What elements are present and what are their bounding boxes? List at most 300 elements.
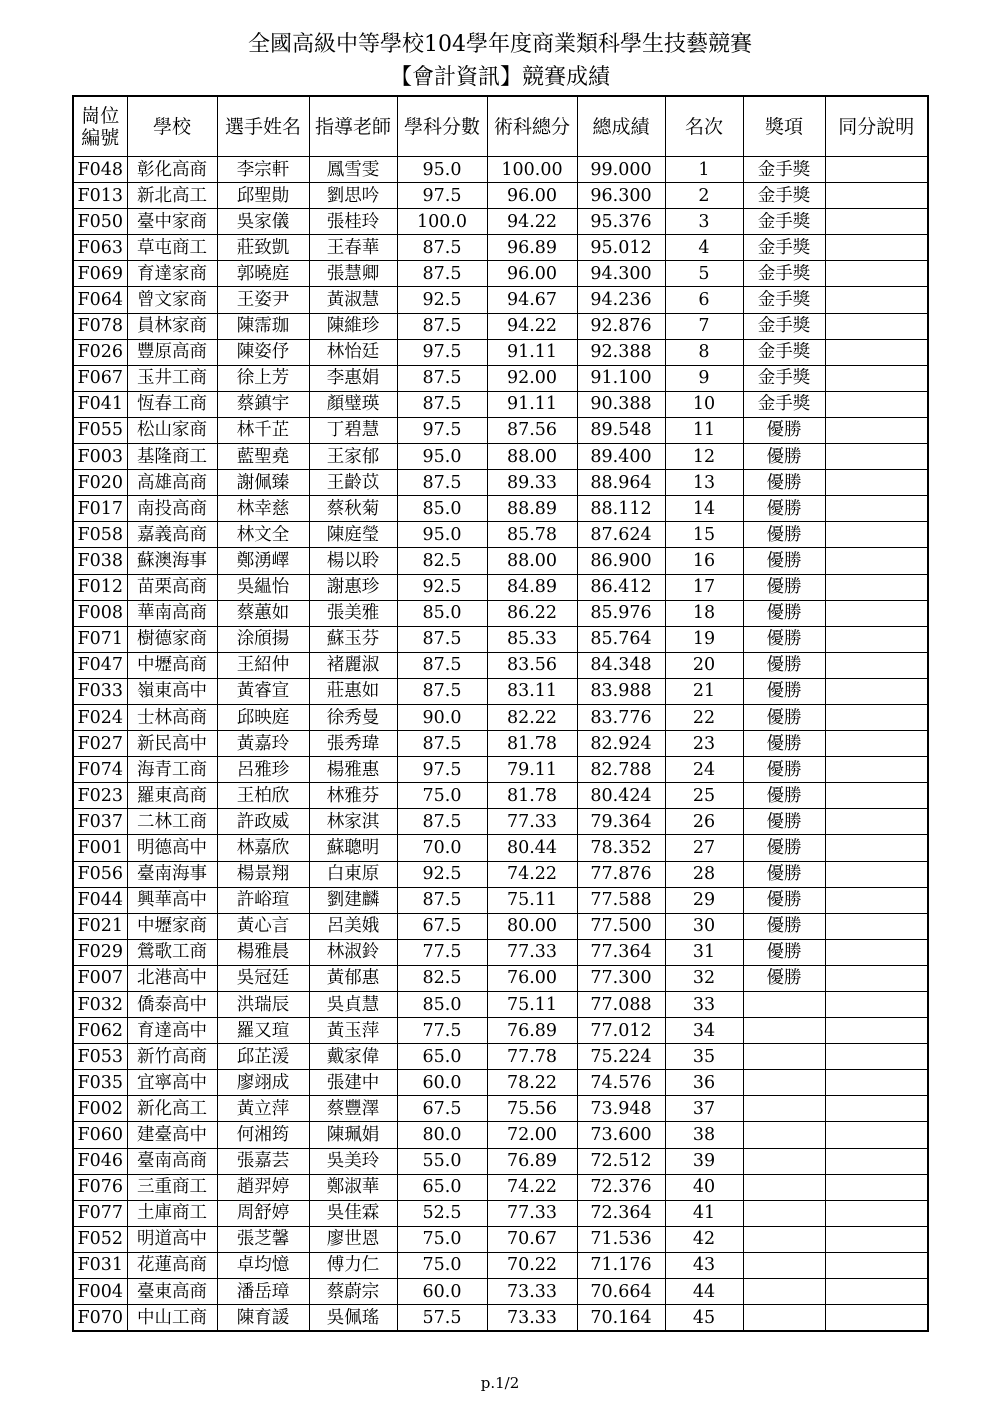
- cell-teacher: 劉建麟: [309, 887, 397, 913]
- cell-tie: [825, 600, 928, 626]
- cell-teacher: 林淑鈴: [309, 939, 397, 965]
- cell-academic: 75.0: [397, 783, 487, 809]
- cell-academic: 95.0: [397, 157, 487, 183]
- cell-tie: [825, 183, 928, 209]
- cell-school: 新化高工: [127, 1096, 217, 1122]
- cell-total: 77.588: [577, 887, 665, 913]
- cell-name: 鄭湧嶧: [217, 548, 309, 574]
- cell-award: [743, 1252, 825, 1278]
- cell-school: 士林高商: [127, 704, 217, 730]
- cell-academic: 87.5: [397, 313, 487, 339]
- cell-teacher: 張桂玲: [309, 209, 397, 235]
- cell-award: 優勝: [743, 809, 825, 835]
- cell-teacher: 王家郁: [309, 444, 397, 470]
- cell-award: 金手獎: [743, 183, 825, 209]
- cell-name: 李宗軒: [217, 157, 309, 183]
- cell-school: 新北高工: [127, 183, 217, 209]
- cell-award: 優勝: [743, 548, 825, 574]
- cell-total: 77.300: [577, 965, 665, 991]
- table-row: [73, 1148, 928, 1174]
- cell-teacher: 黃淑慧: [309, 287, 397, 313]
- cell-id: F031: [73, 1252, 127, 1278]
- cell-name: 王姿尹: [217, 287, 309, 313]
- cell-award: 金手獎: [743, 209, 825, 235]
- cell-school: 育達高中: [127, 1018, 217, 1044]
- cell-rank: 34: [665, 1018, 743, 1044]
- cell-teacher: 徐秀曼: [309, 704, 397, 730]
- cell-teacher: 鄭淑華: [309, 1174, 397, 1200]
- cell-rank: 27: [665, 835, 743, 861]
- results-table: [72, 95, 929, 1332]
- cell-award: 優勝: [743, 704, 825, 730]
- cell-award: [743, 1018, 825, 1044]
- cell-award: 優勝: [743, 444, 825, 470]
- cell-practical: 89.33: [487, 470, 577, 496]
- header-teacher: 指導老師: [309, 96, 397, 157]
- cell-id: F038: [73, 548, 127, 574]
- cell-rank: 33: [665, 992, 743, 1018]
- cell-rank: 6: [665, 287, 743, 313]
- cell-school: 豐原高商: [127, 339, 217, 365]
- cell-school: 員林家商: [127, 313, 217, 339]
- cell-tie: [825, 652, 928, 678]
- cell-academic: 97.5: [397, 757, 487, 783]
- cell-name: 黃立萍: [217, 1096, 309, 1122]
- cell-teacher: 張慧卿: [309, 261, 397, 287]
- table-row: [73, 1305, 928, 1332]
- cell-teacher: 林家淇: [309, 809, 397, 835]
- cell-rank: 30: [665, 913, 743, 939]
- cell-total: 94.236: [577, 287, 665, 313]
- cell-award: 優勝: [743, 496, 825, 522]
- table-row: [73, 183, 928, 209]
- cell-rank: 26: [665, 809, 743, 835]
- cell-award: 優勝: [743, 678, 825, 704]
- cell-award: 優勝: [743, 887, 825, 913]
- cell-award: 優勝: [743, 939, 825, 965]
- cell-practical: 74.22: [487, 1174, 577, 1200]
- cell-practical: 75.11: [487, 992, 577, 1018]
- cell-award: [743, 1148, 825, 1174]
- cell-teacher: 蔡秋菊: [309, 496, 397, 522]
- cell-rank: 37: [665, 1096, 743, 1122]
- cell-teacher: 張美雅: [309, 600, 397, 626]
- cell-rank: 17: [665, 574, 743, 600]
- cell-id: F002: [73, 1096, 127, 1122]
- cell-practical: 74.22: [487, 861, 577, 887]
- cell-rank: 38: [665, 1122, 743, 1148]
- cell-rank: 8: [665, 339, 743, 365]
- cell-tie: [825, 287, 928, 313]
- cell-teacher: 黃玉萍: [309, 1018, 397, 1044]
- cell-rank: 23: [665, 731, 743, 757]
- cell-academic: 65.0: [397, 1044, 487, 1070]
- cell-academic: 75.0: [397, 1226, 487, 1252]
- cell-school: 臺中家商: [127, 209, 217, 235]
- cell-total: 86.900: [577, 548, 665, 574]
- cell-teacher: 陳珮娟: [309, 1122, 397, 1148]
- cell-id: F037: [73, 809, 127, 835]
- cell-academic: 75.0: [397, 1252, 487, 1278]
- cell-rank: 39: [665, 1148, 743, 1174]
- cell-rank: 15: [665, 522, 743, 548]
- cell-tie: [825, 1252, 928, 1278]
- cell-id: F020: [73, 470, 127, 496]
- cell-tie: [825, 835, 928, 861]
- cell-name: 莊致凱: [217, 235, 309, 261]
- cell-name: 林千芷: [217, 417, 309, 443]
- cell-school: 草屯商工: [127, 235, 217, 261]
- cell-teacher: 丁碧慧: [309, 417, 397, 443]
- cell-rank: 12: [665, 444, 743, 470]
- cell-academic: 87.5: [397, 626, 487, 652]
- cell-tie: [825, 574, 928, 600]
- cell-rank: 1: [665, 157, 743, 183]
- header-name: 選手姓名: [217, 96, 309, 157]
- cell-total: 70.664: [577, 1279, 665, 1305]
- cell-school: 新民高中: [127, 731, 217, 757]
- cell-practical: 73.33: [487, 1305, 577, 1332]
- cell-practical: 83.11: [487, 678, 577, 704]
- cell-rank: 19: [665, 626, 743, 652]
- cell-school: 新竹高商: [127, 1044, 217, 1070]
- cell-name: 黃嘉玲: [217, 731, 309, 757]
- cell-practical: 88.89: [487, 496, 577, 522]
- cell-name: 徐上芳: [217, 365, 309, 391]
- document-subtitle: 【會計資訊】競賽成績: [389, 65, 610, 90]
- table-row: [73, 626, 928, 652]
- cell-academic: 87.5: [397, 652, 487, 678]
- table-row: [73, 157, 928, 183]
- cell-school: 曾文家商: [127, 287, 217, 313]
- cell-name: 邱映庭: [217, 704, 309, 730]
- cell-teacher: 莊惠如: [309, 678, 397, 704]
- cell-practical: 85.33: [487, 626, 577, 652]
- cell-rank: 44: [665, 1279, 743, 1305]
- cell-academic: 60.0: [397, 1279, 487, 1305]
- header-id: 崗位編號: [73, 96, 127, 157]
- table-row: [73, 783, 928, 809]
- header-tie: 同分說明: [825, 96, 928, 157]
- cell-practical: 76.00: [487, 965, 577, 991]
- cell-teacher: 謝惠珍: [309, 574, 397, 600]
- cell-name: 藍聖堯: [217, 444, 309, 470]
- cell-rank: 43: [665, 1252, 743, 1278]
- cell-award: [743, 1305, 825, 1332]
- cell-academic: 85.0: [397, 496, 487, 522]
- cell-name: 許峪瑄: [217, 887, 309, 913]
- cell-practical: 96.00: [487, 183, 577, 209]
- cell-teacher: 蔡蔚宗: [309, 1279, 397, 1305]
- table-row: [73, 704, 928, 730]
- cell-teacher: 李惠娟: [309, 365, 397, 391]
- cell-academic: 97.5: [397, 417, 487, 443]
- cell-id: F004: [73, 1279, 127, 1305]
- cell-tie: [825, 992, 928, 1018]
- cell-teacher: 吳貞慧: [309, 992, 397, 1018]
- cell-school: 育達家商: [127, 261, 217, 287]
- cell-total: 77.876: [577, 861, 665, 887]
- cell-tie: [825, 496, 928, 522]
- cell-school: 中山工商: [127, 1305, 217, 1332]
- cell-tie: [825, 731, 928, 757]
- cell-school: 海青工商: [127, 757, 217, 783]
- cell-name: 呂雅珍: [217, 757, 309, 783]
- cell-practical: 94.67: [487, 287, 577, 313]
- cell-academic: 67.5: [397, 913, 487, 939]
- cell-award: [743, 1226, 825, 1252]
- cell-award: 優勝: [743, 965, 825, 991]
- cell-total: 77.088: [577, 992, 665, 1018]
- cell-award: 優勝: [743, 417, 825, 443]
- cell-total: 77.364: [577, 939, 665, 965]
- cell-practical: 82.22: [487, 704, 577, 730]
- cell-id: F076: [73, 1174, 127, 1200]
- cell-teacher: 王齡苡: [309, 470, 397, 496]
- cell-tie: [825, 548, 928, 574]
- cell-id: F064: [73, 287, 127, 313]
- cell-award: [743, 1174, 825, 1200]
- cell-school: 彰化高商: [127, 157, 217, 183]
- cell-id: F074: [73, 757, 127, 783]
- cell-name: 陳霈珈: [217, 313, 309, 339]
- cell-academic: 87.5: [397, 731, 487, 757]
- cell-rank: 28: [665, 861, 743, 887]
- cell-award: 金手獎: [743, 157, 825, 183]
- cell-name: 吳家儀: [217, 209, 309, 235]
- cell-practical: 75.11: [487, 887, 577, 913]
- cell-id: F071: [73, 626, 127, 652]
- cell-id: F017: [73, 496, 127, 522]
- cell-name: 吳緼怡: [217, 574, 309, 600]
- cell-school: 中壢家商: [127, 913, 217, 939]
- table-row: [73, 1122, 928, 1148]
- cell-school: 臺東高商: [127, 1279, 217, 1305]
- table-row: [73, 365, 928, 391]
- cell-name: 何湘筠: [217, 1122, 309, 1148]
- table-row: [73, 287, 928, 313]
- cell-tie: [825, 704, 928, 730]
- cell-id: F001: [73, 835, 127, 861]
- cell-id: F063: [73, 235, 127, 261]
- cell-practical: 78.22: [487, 1070, 577, 1096]
- cell-practical: 79.11: [487, 757, 577, 783]
- cell-award: 金手獎: [743, 235, 825, 261]
- cell-total: 77.012: [577, 1018, 665, 1044]
- cell-name: 林幸慈: [217, 496, 309, 522]
- table-row: [73, 1226, 928, 1252]
- cell-tie: [825, 1174, 928, 1200]
- cell-school: 蘇澳海事: [127, 548, 217, 574]
- cell-total: 89.400: [577, 444, 665, 470]
- cell-practical: 80.00: [487, 913, 577, 939]
- cell-practical: 100.00: [487, 157, 577, 183]
- cell-academic: 97.5: [397, 183, 487, 209]
- cell-rank: 11: [665, 417, 743, 443]
- cell-total: 73.600: [577, 1122, 665, 1148]
- cell-rank: 31: [665, 939, 743, 965]
- cell-id: F027: [73, 731, 127, 757]
- cell-academic: 85.0: [397, 600, 487, 626]
- cell-tie: [825, 522, 928, 548]
- cell-tie: [825, 470, 928, 496]
- cell-practical: 77.33: [487, 1200, 577, 1226]
- cell-total: 83.776: [577, 704, 665, 730]
- cell-teacher: 張秀瑋: [309, 731, 397, 757]
- cell-total: 82.788: [577, 757, 665, 783]
- cell-rank: 40: [665, 1174, 743, 1200]
- cell-academic: 60.0: [397, 1070, 487, 1096]
- cell-practical: 77.78: [487, 1044, 577, 1070]
- cell-academic: 82.5: [397, 548, 487, 574]
- cell-id: F044: [73, 887, 127, 913]
- cell-practical: 77.33: [487, 809, 577, 835]
- cell-total: 74.576: [577, 1070, 665, 1096]
- cell-rank: 20: [665, 652, 743, 678]
- cell-school: 中壢高商: [127, 652, 217, 678]
- cell-tie: [825, 1279, 928, 1305]
- cell-total: 84.348: [577, 652, 665, 678]
- cell-practical: 88.00: [487, 444, 577, 470]
- cell-name: 黃睿宣: [217, 678, 309, 704]
- table-body: [73, 157, 928, 1332]
- cell-teacher: 廖世恩: [309, 1226, 397, 1252]
- table-row: [73, 470, 928, 496]
- cell-total: 85.764: [577, 626, 665, 652]
- cell-rank: 29: [665, 887, 743, 913]
- cell-academic: 95.0: [397, 522, 487, 548]
- cell-total: 95.012: [577, 235, 665, 261]
- cell-tie: [825, 157, 928, 183]
- cell-tie: [825, 209, 928, 235]
- table-row: [73, 417, 928, 443]
- cell-total: 90.388: [577, 391, 665, 417]
- cell-academic: 85.0: [397, 992, 487, 1018]
- cell-academic: 87.5: [397, 887, 487, 913]
- cell-academic: 87.5: [397, 261, 487, 287]
- cell-academic: 87.5: [397, 809, 487, 835]
- cell-award: 金手獎: [743, 391, 825, 417]
- cell-teacher: 鳳雪雯: [309, 157, 397, 183]
- cell-practical: 75.56: [487, 1096, 577, 1122]
- cell-practical: 96.00: [487, 261, 577, 287]
- cell-rank: 2: [665, 183, 743, 209]
- cell-id: F047: [73, 652, 127, 678]
- cell-tie: [825, 757, 928, 783]
- cell-school: 明道高中: [127, 1226, 217, 1252]
- cell-practical: 77.33: [487, 939, 577, 965]
- cell-total: 78.352: [577, 835, 665, 861]
- cell-rank: 22: [665, 704, 743, 730]
- table-row: [73, 887, 928, 913]
- cell-tie: [825, 783, 928, 809]
- cell-award: 金手獎: [743, 365, 825, 391]
- cell-name: 謝佩臻: [217, 470, 309, 496]
- cell-teacher: 楊以聆: [309, 548, 397, 574]
- cell-teacher: 蘇聰明: [309, 835, 397, 861]
- cell-total: 83.988: [577, 678, 665, 704]
- table-row: [73, 339, 928, 365]
- cell-id: F023: [73, 783, 127, 809]
- cell-id: F007: [73, 965, 127, 991]
- cell-total: 91.100: [577, 365, 665, 391]
- table-row: [73, 731, 928, 757]
- cell-award: [743, 1200, 825, 1226]
- table-row: [73, 1200, 928, 1226]
- cell-award: 優勝: [743, 757, 825, 783]
- cell-name: 楊雅晨: [217, 939, 309, 965]
- cell-practical: 87.56: [487, 417, 577, 443]
- cell-name: 楊景翔: [217, 861, 309, 887]
- cell-total: 72.376: [577, 1174, 665, 1200]
- cell-academic: 67.5: [397, 1096, 487, 1122]
- cell-academic: 87.5: [397, 470, 487, 496]
- cell-award: 金手獎: [743, 339, 825, 365]
- cell-academic: 92.5: [397, 574, 487, 600]
- cell-practical: 86.22: [487, 600, 577, 626]
- header-school: 學校: [127, 96, 217, 157]
- cell-academic: 95.0: [397, 444, 487, 470]
- cell-total: 94.300: [577, 261, 665, 287]
- table-row: [73, 965, 928, 991]
- cell-academic: 90.0: [397, 704, 487, 730]
- cell-rank: 42: [665, 1226, 743, 1252]
- cell-id: F055: [73, 417, 127, 443]
- cell-id: F021: [73, 913, 127, 939]
- cell-tie: [825, 391, 928, 417]
- cell-id: F008: [73, 600, 127, 626]
- cell-total: 75.224: [577, 1044, 665, 1070]
- cell-practical: 70.67: [487, 1226, 577, 1252]
- table-row: [73, 574, 928, 600]
- cell-award: 優勝: [743, 626, 825, 652]
- cell-school: 松山家商: [127, 417, 217, 443]
- cell-name: 林文全: [217, 522, 309, 548]
- cell-name: 陳姿伃: [217, 339, 309, 365]
- cell-award: 優勝: [743, 522, 825, 548]
- cell-tie: [825, 365, 928, 391]
- cell-teacher: 王春華: [309, 235, 397, 261]
- cell-name: 黃心言: [217, 913, 309, 939]
- cell-award: [743, 992, 825, 1018]
- table-row: [73, 652, 928, 678]
- cell-tie: [825, 626, 928, 652]
- cell-practical: 70.22: [487, 1252, 577, 1278]
- cell-teacher: 陳維珍: [309, 313, 397, 339]
- cell-name: 蔡鎮宇: [217, 391, 309, 417]
- cell-name: 吳冠廷: [217, 965, 309, 991]
- cell-name: 趙羿婷: [217, 1174, 309, 1200]
- cell-name: 潘岳璋: [217, 1279, 309, 1305]
- cell-school: 僑泰高中: [127, 992, 217, 1018]
- cell-name: 許政威: [217, 809, 309, 835]
- cell-practical: 92.00: [487, 365, 577, 391]
- cell-tie: [825, 1096, 928, 1122]
- cell-tie: [825, 1070, 928, 1096]
- cell-id: F035: [73, 1070, 127, 1096]
- cell-practical: 84.89: [487, 574, 577, 600]
- cell-id: F024: [73, 704, 127, 730]
- table-row: [73, 444, 928, 470]
- cell-teacher: 蘇玉芬: [309, 626, 397, 652]
- table-row: [73, 600, 928, 626]
- cell-teacher: 呂美娥: [309, 913, 397, 939]
- cell-tie: [825, 261, 928, 287]
- cell-name: 羅又瑄: [217, 1018, 309, 1044]
- cell-id: F077: [73, 1200, 127, 1226]
- cell-academic: 77.5: [397, 939, 487, 965]
- cell-school: 宜寧高中: [127, 1070, 217, 1096]
